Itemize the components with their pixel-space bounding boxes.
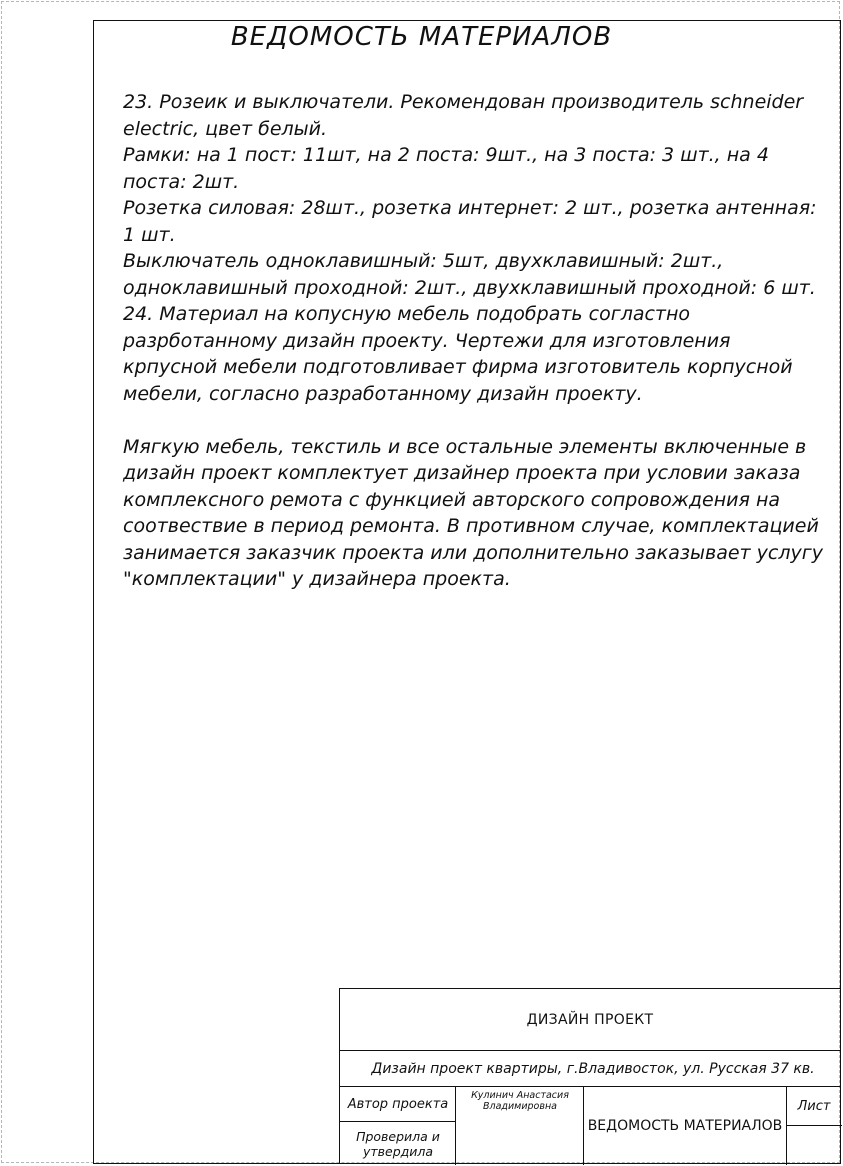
sheet-number-label: Лист <box>797 1099 831 1114</box>
project-description: Дизайн проект квартиры, г.Владивосток, ул. Русская 37 кв. <box>371 1061 815 1077</box>
paragraph-furniture: 24. Материал на копусную мебель подобрать согластно разрботанному дизайн проекту. Чертежи для изготовления крпусной мебели подготовливает фирма изготовитель корпусной мебели, согласно разработанному дизайн проекту. <box>123 303 793 405</box>
paragraph-spacer <box>123 407 823 434</box>
author-name: Кулинич Анастасия Владимировна <box>471 1090 569 1112</box>
author-label: Автор проекта <box>347 1097 449 1112</box>
paragraph-sockets: 23. Розеик и выключатели. Рекомендован производитель schneider electric, цвет белый. <box>123 91 804 140</box>
approved-by-label: Проверила и утвердила <box>356 1128 440 1159</box>
document-body <box>123 89 823 593</box>
paragraph-frames: Рамки: на 1 пост: 11шт, на 2 поста: 9шт., на 3 поста: 3 шт., на 4 поста: 2шт. <box>123 144 769 193</box>
sheet-title: ВЕДОМОСТЬ МАТЕРИАЛОВ <box>587 1118 783 1134</box>
paragraph-socket-types: Розетка силовая: 28шт., розетка интернет: 2 шт., розетка антенная: 1 шт. <box>123 197 817 246</box>
paragraph-switches: Выключатель одноклавишный: 5шт, двухклавишный: 2шт., одноклавишный проходной: 2шт., двухклавишный проходной: 6 шт. <box>123 250 816 299</box>
project-type-label: ДИЗАЙН ПРОЕКТ <box>526 1012 654 1028</box>
paragraph-soft-furniture: Мягкую мебель, текстиль и все остальные элементы включенные в дизайн проект комплектует дизайнер проекта при условии заказа комплексного ремота с функцией авторского сопровождения на соотвествие в период ремонта. В противном случае, комплектацией занимается заказчик проекта или дополнительно заказывает услугу "комплектации" у дизайнера проекта. <box>123 435 823 590</box>
title-block <box>339 988 841 1164</box>
page-title: ВЕДОМОСТЬ МАТЕРИАЛОВ <box>230 22 613 52</box>
